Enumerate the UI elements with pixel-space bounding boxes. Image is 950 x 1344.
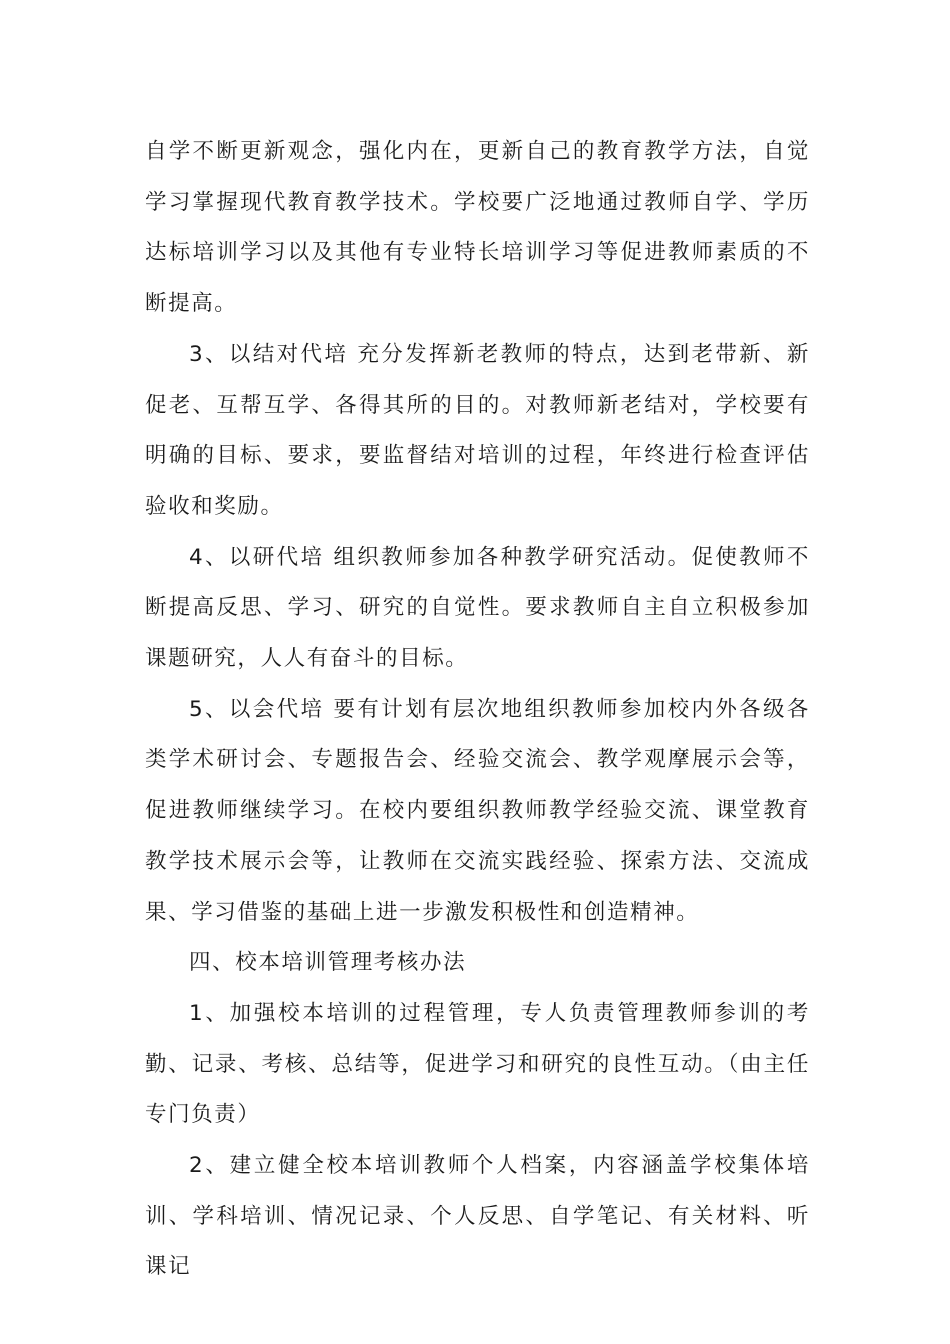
paragraph-1-text: 自学不断更新观念，强化内在，更新自己的教育教学方法，自觉学习掌握现代教育教学技术。学校要广泛地通过教师自学、学历达标培训学习以及其他有专业特长培训学习等促进教师素质的不断提高。: [145, 139, 810, 317]
paragraph-2: [145, 330, 810, 533]
section-heading-text: 四、校本培训管理考核办法: [189, 950, 467, 976]
paragraph-2-text: 3、以结对代培 充分发挥新老教师的特点，达到老带新、新促老、互帮互学、各得其所的目的。对教师新老结对，学校要有明确的目标、要求，要监督结对培训的过程，年终进行检查评估验收和奖励。: [145, 341, 810, 519]
paragraph-3: [145, 533, 810, 685]
paragraph-6: [145, 1141, 810, 1293]
paragraph-4-text: 5、以会代培 要有计划有层次地组织教师参加校内外各级各类学术研讨会、专题报告会、经验交流会、教学观摩展示会等，促进教师继续学习。在校内要组织教师教学经验交流、课堂教育教学技术展示会等，让教师在交流实践经验、探索方法、交流成果、学习借鉴的基础上进一步激发积极性和创造精神。: [145, 696, 810, 925]
section-heading: [145, 938, 810, 989]
paragraph-6-text: 2、建立健全校本培训教师个人档案，内容涵盖学校集体培训、学科培训、情况记录、个人反思、自学笔记、有关材料、听课记: [145, 1153, 810, 1280]
paragraph-4: [145, 685, 810, 939]
paragraph-3-text: 4、以研代培 组织教师参加各种教学研究活动。促使教师不断提高反思、学习、研究的自觉性。要求教师自主自立积极参加课题研究，人人有奋斗的目标。: [145, 544, 810, 672]
document-page: [145, 127, 810, 1293]
paragraph-5-text: 1、加强校本培训的过程管理，专人负责管理教师参训的考勤、记录、考核、总结等，促进学习和研究的良性互动。（由主任专门负责）: [145, 1000, 810, 1128]
paragraph-1: [145, 127, 810, 330]
paragraph-5: [145, 989, 810, 1141]
